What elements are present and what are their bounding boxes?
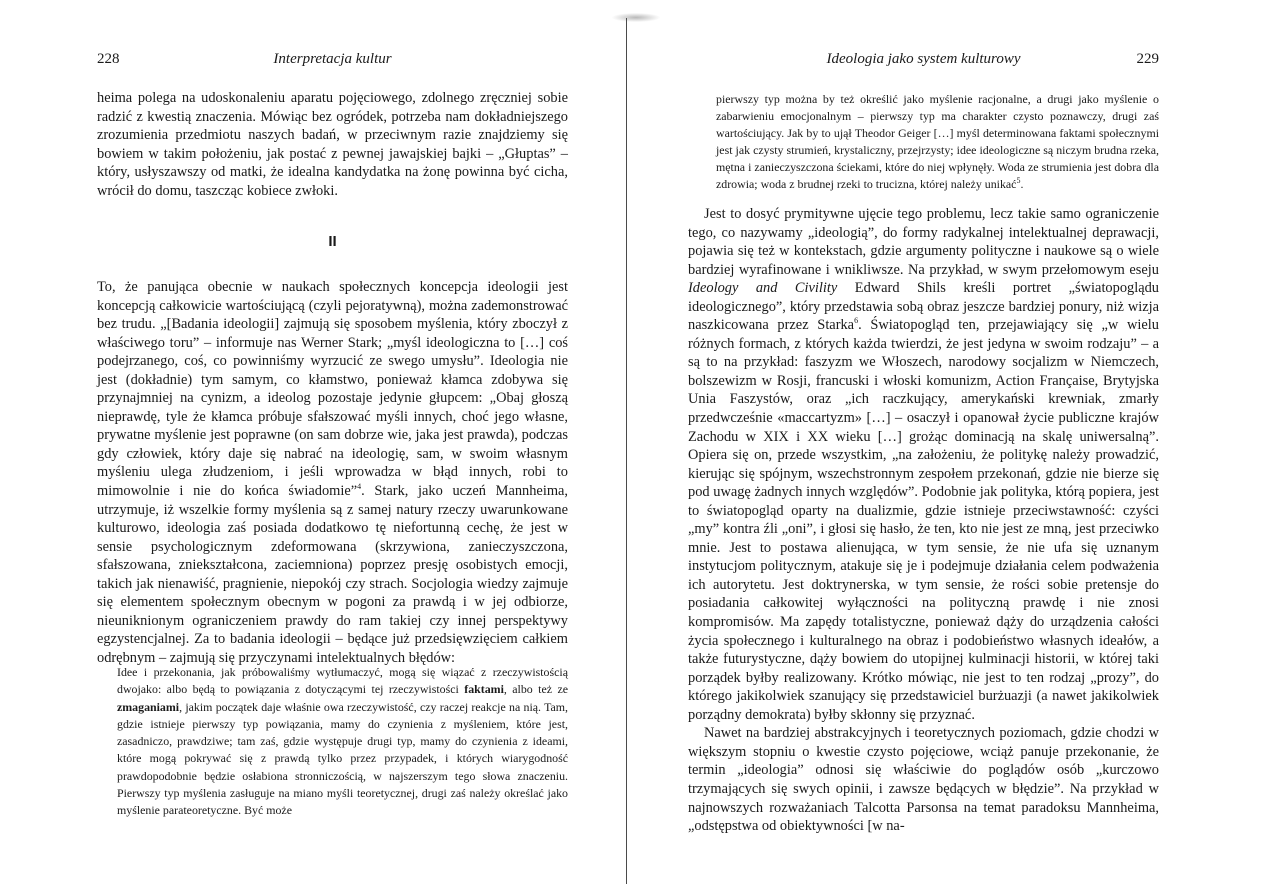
book-spine bbox=[626, 18, 627, 884]
footnote-ref: 4 bbox=[357, 482, 362, 492]
left-page-header bbox=[97, 51, 568, 71]
block-quote-continuation: pierwszy typ można by też określić jako myślenie racjonalne, a drugi jako myślenie o zabarwieniu emocjonalnym – pierwszy typ ma charakter czysto poznawczy, drugi zaś wartościujący. Jak by to ujął Theodor Geiger […] myśl determinowana faktami społecznymi jest jak czysty strumień, krystaliczny, przejrzysty; idee ideologiczne są niczym brudna rzeka, mętna i zanieczyszczona ściekami, które do niej wpłynęły. Woda ze strumienia jest dobra dla zdrowia; woda z brudnej rzeki to trucizna, której należy unikać$^5$. bbox=[716, 92, 1159, 192]
block-quote: Idee i przekonania, jak próbowaliśmy wytłumaczyć, mogą się wiązać z rzeczywistością dwojako: albo będą to powiązania z dotyczącymi tej rzeczywistości faktami, albo też ze zmaganiami, jakim początek daje właśnie owa rzeczywistość, czy raczej reakcje na nią. Tam, gdzie istnieje pierwszy typ powiązania, mamy do czynienia z myśleniem, które jest, zasadniczo, prawdziwe; tam zaś, gdzie występuje drugi typ, mamy do czynienia z ideami, które mogą pokrywać się z prawdą tylko przez przypadek, i których wiarygodność prawdopodobnie będzie osłabiona stronniczością, w najszerszym tego słowa znaczeniu. Pierwszy typ myślenia zasługuje na miano myśli teoretycznej, drugi zaś należy określać jako myślenie parateoretyczne. Być może bbox=[117, 665, 569, 817]
paragraph-parsons: Nawet na bardziej abstrakcyjnych i teoretycznych poziomach, gdzie chodzi w większym stopniu o kwestie czysto pojęciowe, wciąż panuje przekonanie, że termin „ideologia” odnosi się właściwie do poglądów osób „kurczowo trzymających się swych opinii, i zawsze będących w błędzie”. Na przykład w najnowszych rozważaniach Talcotta Parsonsa na temat paradoksu Mannheima, „odstępstwa od obiektywności [w na- bbox=[688, 725, 1159, 835]
right-page-header bbox=[688, 51, 1159, 71]
running-head: Interpretacja kultur bbox=[273, 51, 392, 67]
footnote-ref: 5 bbox=[1016, 176, 1021, 186]
paragraph-shils: Jest to dosyć prymitywne ujęcie tego problemu, lecz takie samo ograniczenie tego, co nazywamy „ideologią”, do formy radykalnej intelektualnej deprawacji, pojawia się też w kontekstach, gdzie argumenty polityczne i naukowe są o wiele bardziej wyrafinowane i wnikliwsze. Na przykład, w swym przełomowym eseju Ideology and Civility Edward Shils kreśli portret „światopoglądu ideologicznego”, który przedstawia sobą obraz jeszcze bardziej ponury, niż wizja naszkicowana przez Starka$^6$. Światopogląd ten, przejawiający się „w wielu różnych formach, z których każda twierdzi, że jest jedyna w swoim rodzaju” – a są to na przykład: faszyzm we Włoszech, narodowy socjalizm w Niemczech, bolszewizm w Rosji, francuski i włoski komunizm, Action Française, Brytyjska Unia Faszystów, oraz „ich raczkujący, amerykański krewniak, zmarły przedwcześnie «maccartyzm» […] – osaczył i opanował życie publiczne krajów Zachodu w XIX i XX wieku […] grożąc dominacją na skalę uniwersalną”. Opiera się on, przede wszystkim, „na założeniu, że politykę należy prowadzić, kierując się spójnym, wszechstronnym zespołem przekonań, gdzie nie bierze się pod uwagę żadnych innych względów”. Podobnie jak polityka, którą popiera, jest to światopogląd oparty na dualizmie, gdzie istnieje przeciwstawność: czyści „my” kontra źli „oni”, i głosi się hasło, że ten, kto nie jest ze mną, jest przeciwko mnie. Jest to postawa alienująca, w tym sensie, że nie ufa się uznanym instytucjom politycznym, atakuje się je i podejmuje działania celem podważenia ich autorytetu. Jest doktrynerska, w tym sensie, że rości sobie pretensje do posiadania całkowitej wyłączności na polityczną prawdę i nie znosi kompromisów. Ma zapędy totalistyczne, ponieważ dąży do urządzenia całości życia społecznego i kulturalnego na obraz i podobieństwo własnych ideałów, a także futurystyczne, dąży bowiem do utopijnej kulminacji historii, w której taki porządek byłby realizowany. Krótko mówiąc, nie jest to ten rodzaj „prozy”, do którego jakikolwiek szanujący się przedstawiciel burżuazji (a nawet jakikolwiek porządny demokrata) byłby skłonny się przyznać. Nawet na bardziej abstrakcyjnych i teoretycznych poziomach, gdzie chodzi w większym stopniu o kwestie czysto pojęciowe, wciąż panuje przekonanie, że termin „ideologia” odnosi się właściwie do poglądów osób „kurczowo trzymających się swych opinii, i zawsze będących w błędzie”. Na przykład w najnowszych rozważaniach Talcotta Parsonsa na temat paradoksu Mannheima, „odstępstwa od obiektywności [w na- bbox=[688, 206, 1159, 835]
page-number: 228 bbox=[97, 51, 120, 67]
page-number: 229 bbox=[1136, 51, 1159, 67]
section-heading: II bbox=[328, 233, 337, 250]
main-paragraph: To, że panująca obecnie w naukach społecznych koncepcja ideologii jest koncepcją całkowicie wartościującą (czyli pejoratywną), można zademonstrować bez trudu. „[Badania ideologii] zajmują się sposobem myślenia, który zboczył z właściwego toru” – informuje nas Werner Stark; „myśl ideologiczna to […] coś podejrzanego, coś, co powinniśmy wyrzucić ze swego umysłu”. Ideologia nie jest (dokładnie) tym samym, co kłamstwo, ponieważ kłamca zdobywa się przynajmniej na cynizm, a ideolog pozostaje jedynie głupcem: „Obaj głoszą nieprawdę, tyle że kłamca próbuje sfałszować myśli innych, choć jego własne, prywatne myślenie jest poprawne (on sam dobrze wie, jaka jest prawda), podczas gdy człowiek, który daje się nabrać na ideologię, sam, w swoim własnym myśleniu ulega złudzeniom, i jeśli wprowadza w błąd innych, robi to mimowolnie i nie do końca świadomie”$^4$. Stark, jako uczeń Mannheima, utrzymuje, iż wszelkie formy myślenia są z samej natury rzeczy uwarunkowane kulturowo, ideologia zaś posiada dodatkowo tę niefortunną cechę, że jest w sensie psychologicznym zdeformowana (skrzywiona, zanieczyszczona, sfałszowana, zniekształcona, zaciemniona) poprzez presję osobistych emocji, takich jak nienawiść, pragnienie, niepokój czy strach. Socjologia wiedzy zajmuje się elementem społecznym obecnym w pogoni za prawdą i w jej odbiorze, nieuniknionym ograniczeniem prawdy do ram takiej czy innej perspektywy egzystencjalnej. Za to badania ideologii – będące już przedsięwzięciem całkiem odrębnym – zajmują się przyczynami intelektualnych błędów: bbox=[97, 279, 568, 666]
scan-artifact bbox=[612, 13, 660, 22]
opening-paragraph: heima polega na udoskonaleniu aparatu pojęciowego, zdolnego zręczniej sobie radzić z kwestią znaczenia. Mówiąc bez ogródek, potrzeba nam dokładniejszego zrozumienia przedmiotu naszych badań, w przeciwnym razie znajdziemy się bowiem w takim położeniu, jak postać z pewnej jawajskiej bajki – „Głuptas” – który, usłyszawszy od matki, że idealna kandydatka na żonę powinna być cicha, wrócił do domu, taszcząc kobiece zwłoki. bbox=[97, 90, 568, 199]
running-head: Ideologia jako system kulturowy bbox=[826, 51, 1021, 67]
footnote-ref: 6 bbox=[854, 316, 859, 326]
